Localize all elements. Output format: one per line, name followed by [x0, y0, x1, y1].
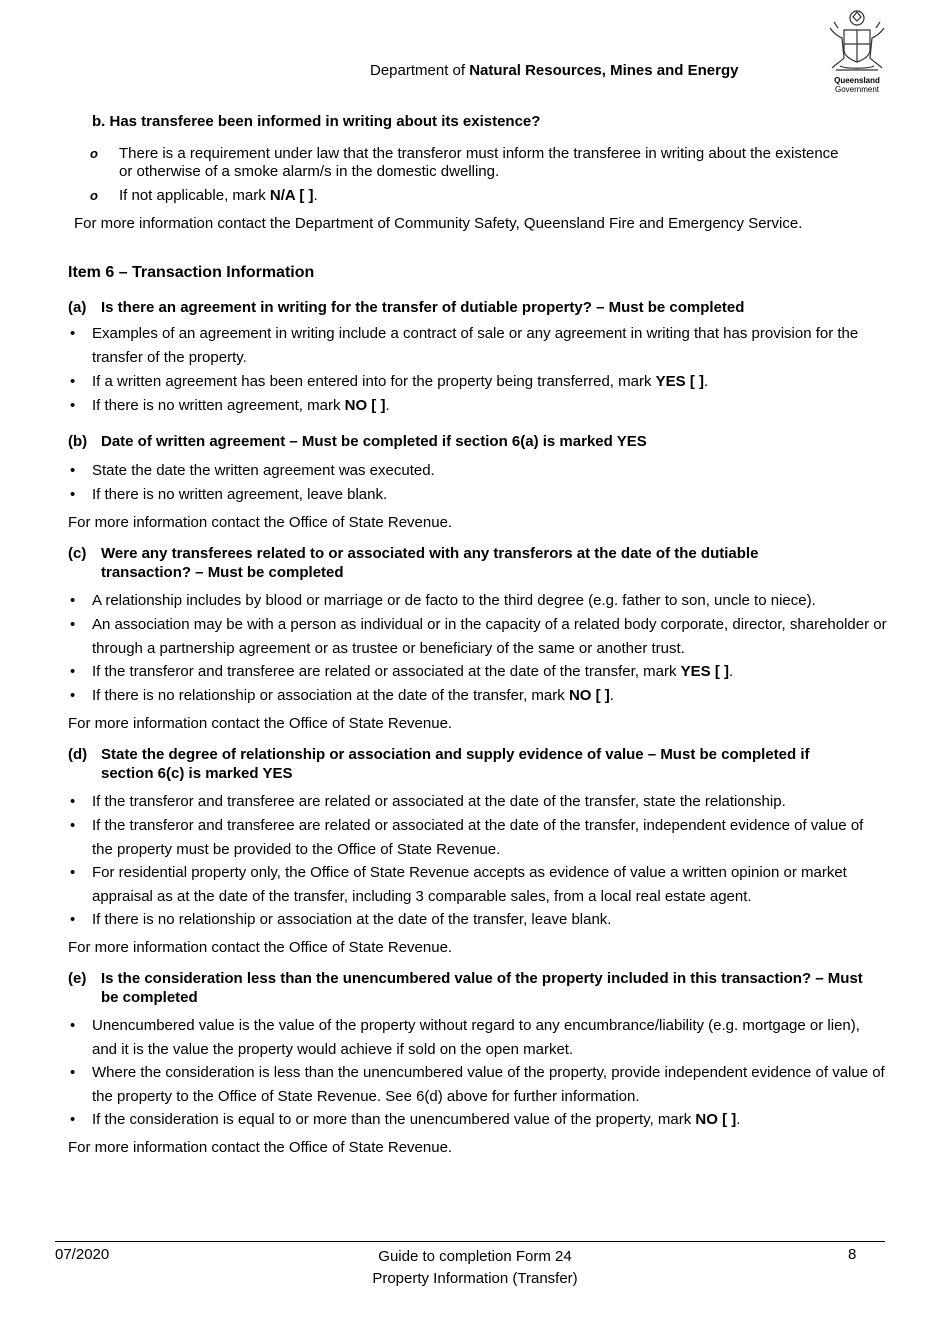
bullet-6d-3: • For residential property only, the Office of State Revenue accepts as evidence of value a written opinion or market appraisal as at the date of the transfer, including 3 comparable sales, from a local real estate agent.	[92, 861, 887, 908]
logo-text-queensland: Queensland	[834, 76, 880, 85]
bullet-6c-2: • An association may be with a person as individual or in the capacity of a related body corporate, director, shareholder or through a partnership agreement or as trustee or beneficiary of the same or another trust.	[92, 613, 887, 660]
question-6e: (e) Is the consideration less than the unencumbered value of the property included in this transaction? – Must be completed	[68, 970, 863, 1006]
contact-6d: For more information contact the Office of State Revenue.	[68, 939, 453, 956]
coat-of-arms-icon	[822, 8, 892, 78]
item-6-heading: Item 6 – Transaction Information	[68, 264, 315, 281]
contact-6c: For more information contact the Office of State Revenue.	[68, 715, 453, 732]
bullet-o-icon: o	[90, 188, 98, 203]
bullet-6b-1: • State the date the written agreement was executed.	[92, 459, 887, 483]
contact-6b: For more information contact the Office of State Revenue.	[68, 514, 453, 531]
bullet-6a-1: • Examples of an agreement in writing include a contract of sale or any agreement in writing that has provision for the transfer of the property.	[92, 322, 887, 369]
footer-divider	[55, 1241, 885, 1242]
bullet-6d-2: • If the transferor and transferee are related or associated at the date of the transfer, independent evidence of value of the property must be provided to the Office of State Revenue.	[92, 814, 887, 861]
bullet-6c-1: • A relationship includes by blood or marriage or de facto to the third degree (e.g. father to son, uncle to niece).	[92, 589, 887, 613]
bullet-6c-4: • If there is no relationship or association at the date of the transfer, mark NO [ ].	[92, 684, 887, 708]
bullet-6d-4: • If there is no relationship or association at the date of the transfer, leave blank.	[92, 908, 887, 932]
bullet-6d-1: • If the transferor and transferee are related or associated at the date of the transfer, state the relationship.	[92, 790, 887, 814]
bullet-6c-3: • If the transferor and transferee are related or associated at the date of the transfer, mark YES [ ].	[92, 660, 887, 684]
contact-6e: For more information contact the Office of State Revenue.	[68, 1139, 453, 1156]
logo-text-government: Government	[834, 85, 880, 94]
footer-date: 07/2020	[55, 1246, 110, 1263]
bullet-6e-1: • Unencumbered value is the value of the property without regard to any encumbrance/liability (e.g. mortgage or lien), and it is the value the property would achieve if sold on the open market.	[92, 1014, 887, 1061]
question-6c: (c) Were any transferees related to or associated with any transferors at the date of the dutiable transaction? – Must be completed	[68, 545, 759, 581]
smoke-question: b. Has transferee been informed in writing about its existence?	[92, 113, 541, 130]
queensland-government-logo	[822, 8, 892, 96]
question-6d: (d) State the degree of relationship or association and supply evidence of value – Must be completed if section 6(c) is marked YES	[68, 746, 810, 782]
question-6a: (a) Is there an agreement in writing for the transfer of dutiable property? – Must be completed	[68, 299, 745, 316]
footer-page-number: 8	[848, 1246, 857, 1263]
smoke-contact: For more information contact the Department of Community Safety, Queensland Fire and Emergency Service.	[74, 215, 803, 232]
question-6b: (b) Date of written agreement – Must be completed if section 6(a) is marked YES	[68, 433, 647, 450]
footer-title: Guide to completion Form 24 Property Information (Transfer)	[372, 1248, 578, 1287]
department-heading: Department of Natural Resources, Mines and Energy	[370, 62, 739, 79]
bullet-6e-2: • Where the consideration is less than the unencumbered value of the property, provide independent evidence of value of the property to the Office of State Revenue. See 6(d) above for further information.	[92, 1061, 887, 1108]
bullet-6a-3: • If there is no written agreement, mark NO [ ].	[92, 394, 887, 418]
bullet-6e-3: • If the consideration is equal to or more than the unencumbered value of the property, mark NO [ ].	[92, 1108, 887, 1132]
smoke-bullet-2: o If not applicable, mark N/A [ ].	[90, 187, 318, 204]
bullet-6a-2: • If a written agreement has been entered into for the property being transferred, mark YES [ ].	[92, 370, 887, 394]
smoke-bullet-1: o There is a requirement under law that the transferor must inform the transferee in writing about the existence or otherwise of a smoke alarm/s in the domestic dwelling.	[90, 145, 839, 180]
bullet-o-icon: o	[90, 146, 98, 161]
bullet-6b-2: • If there is no written agreement, leave blank.	[92, 483, 887, 507]
